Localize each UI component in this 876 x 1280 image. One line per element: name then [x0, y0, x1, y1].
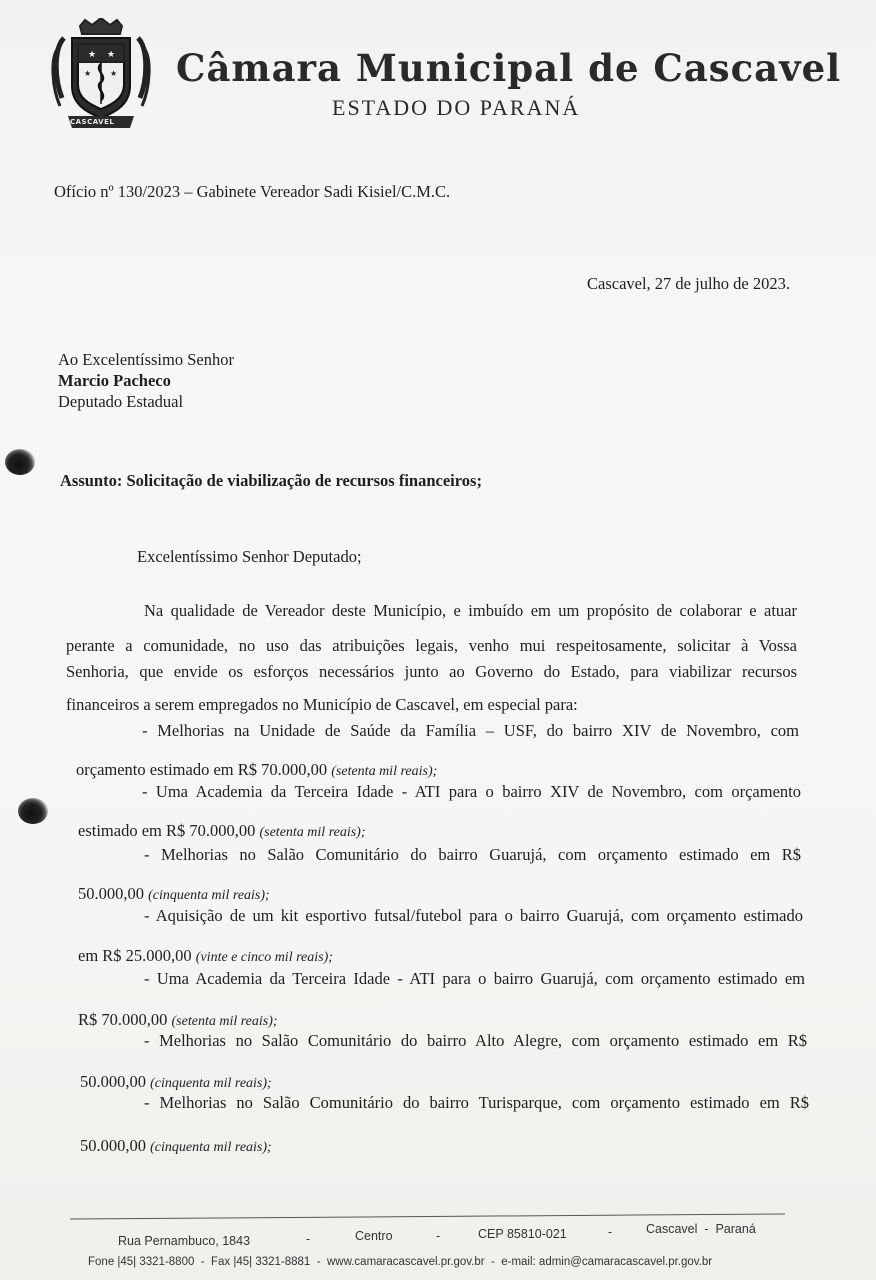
- footer-city: Cascavel - Paraná: [646, 1222, 756, 1236]
- punch-hole: [5, 449, 35, 475]
- item-4-line-1: - Aquisição de um kit esportivo futsal/futebol para o bairro Guarujá, com orçamento estimado: [144, 906, 803, 925]
- footer-email[interactable]: e-mail: admin@camaracascavel.pr.gov.br: [501, 1256, 713, 1268]
- punch-hole: [18, 798, 48, 824]
- footer-website[interactable]: www.camaracascavel.pr.gov.br: [326, 1256, 485, 1268]
- crest-label: CASCAVEL: [70, 118, 115, 126]
- item-6-line-1: - Melhorias no Salão Comunitário do bairro Alto Alegre, com orçamento estimado em R$: [144, 1031, 807, 1050]
- item-5-line-2: R$ 70.000,00 (setenta mil reais);: [78, 1010, 278, 1029]
- item-7-line-1: - Melhorias no Salão Comunitário do bairro Turisparque, com orçamento estimado em R$: [144, 1093, 809, 1112]
- footer-sep: -: [608, 1225, 613, 1239]
- footer-district: Centro: [355, 1229, 393, 1243]
- item-1-line-1: - Melhorias na Unidade de Saúde da Família – USF, do bairro XIV de Novembro, com: [142, 721, 799, 740]
- recipient-title: Deputado Estadual: [58, 392, 184, 411]
- footer-cep: CEP 85810-021: [478, 1227, 567, 1241]
- item-3-line-1: - Melhorias no Salão Comunitário do bairro Guarujá, com orçamento estimado em R$: [144, 845, 801, 864]
- letter-subject: Assunto: Solicitação de viabilização de recursos financeiros;: [60, 471, 482, 490]
- intro-line-3: Senhoria, que envide os esforços necessários junto ao Governo do Estado, para viabilizar recursos: [66, 662, 797, 681]
- footer-sep: -: [436, 1229, 441, 1243]
- item-6-line-2: 50.000,00 (cinquenta mil reais);: [80, 1072, 272, 1091]
- svg-text:★: ★: [107, 50, 116, 60]
- svg-text:★: ★: [84, 69, 92, 78]
- intro-line-4: financeiros a serem empregados no Município de Cascavel, em especial para:: [66, 695, 578, 714]
- footer-fax: Fax |45| 3321-8881: [211, 1256, 311, 1268]
- item-2-line-1: - Uma Academia da Terceira Idade - ATI para o bairro XIV de Novembro, com orçamento: [142, 782, 801, 801]
- recipient-salutation: Ao Excelentíssimo Senhor: [58, 350, 234, 369]
- footer-street: Rua Pernambuco, 1843: [118, 1234, 251, 1248]
- item-7-line-2: 50.000,00 (cinquenta mil reais);: [80, 1136, 272, 1155]
- item-4-line-2: em R$ 25.000,00 (vinte e cinco mil reais);: [78, 946, 333, 965]
- item-3-line-2: 50.000,00 (cinquenta mil reais);: [78, 884, 270, 903]
- item-5-line-1: - Uma Academia da Terceira Idade - ATI para o bairro Guarujá, com orçamento estimado em: [144, 969, 805, 988]
- institution-state: ESTADO DO PARANÁ: [332, 95, 581, 120]
- svg-text:★: ★: [110, 69, 118, 78]
- letter-greeting: Excelentíssimo Senhor Deputado;: [137, 547, 362, 566]
- footer-contact: Fone |45| 3321-8800 - Fax |45| 3321-8881 - www.camaracascavel.pr.gov.br - e-mail: admin@camaracascavel.pr.gov.br: [88, 1256, 713, 1268]
- footer-phone: Fone |45| 3321-8800: [88, 1256, 195, 1268]
- footer-sep: -: [306, 1232, 311, 1246]
- coat-of-arms-icon: [50, 18, 152, 130]
- svg-text:★: ★: [88, 50, 97, 60]
- item-1-line-2: orçamento estimado em R$ 70.000,00 (setenta mil reais);: [76, 760, 438, 779]
- letter-date: Cascavel, 27 de julho de 2023.: [587, 274, 790, 293]
- institution-name: Câmara Municipal de Cascavel: [176, 46, 842, 90]
- office-reference: Ofício nº 130/2023 – Gabinete Vereador Sadi Kisiel/C.M.C.: [54, 182, 451, 201]
- intro-line-2: perante a comunidade, no uso das atribuições legais, venho mui respeitosamente, solicitar à Vossa: [66, 636, 797, 655]
- intro-line-1: Na qualidade de Vereador deste Município, e imbuído em um propósito de colaborar e atuar: [144, 601, 797, 620]
- item-2-line-2: estimado em R$ 70.000,00 (setenta mil reais);: [78, 821, 366, 840]
- recipient-name: Marcio Pacheco: [58, 371, 171, 390]
- footer-divider: [70, 1214, 785, 1220]
